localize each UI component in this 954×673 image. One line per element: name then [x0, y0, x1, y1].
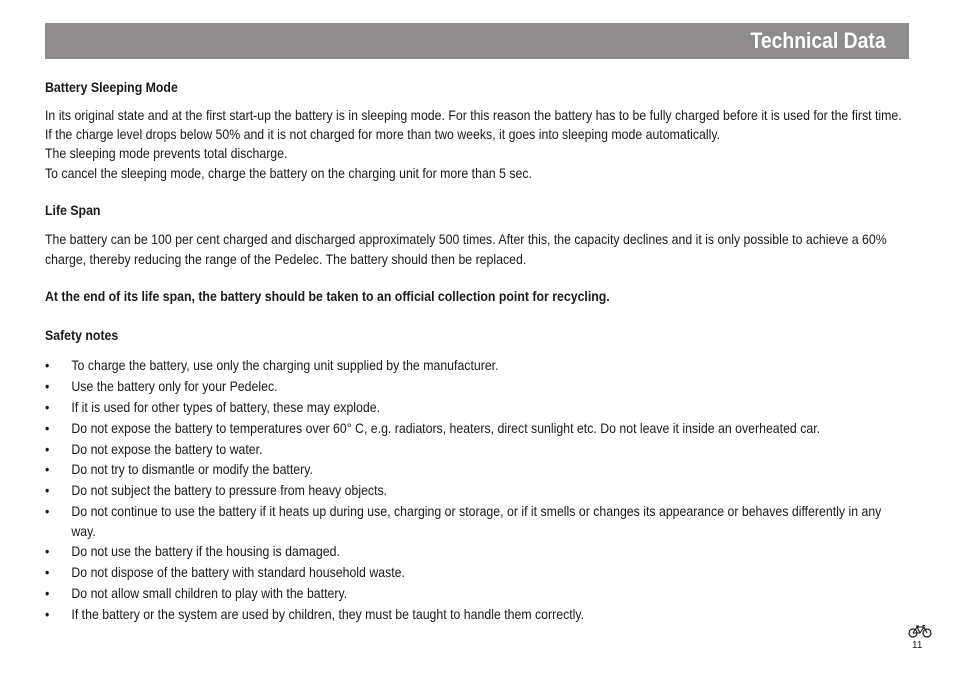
bullet-point: • [45, 461, 50, 478]
list-item [45, 481, 909, 500]
bullet-point: • [45, 606, 50, 623]
list-item [45, 584, 909, 603]
bullet-point: • [45, 543, 50, 560]
list-item-text: Do not dispose of the battery with standard household waste. [71, 564, 405, 581]
sleeping-line-2: If the charge level drops below 50% and it is not charged for more than two weeks, it goes into sleeping mode automatically. [45, 126, 721, 143]
bullet-point: • [45, 585, 50, 602]
bullet-point: • [45, 440, 50, 457]
list-item-text: Do not use the battery if the housing is damaged. [71, 543, 340, 560]
list-item-text: Do not allow small children to play with the battery. [71, 585, 348, 602]
list-item [45, 502, 909, 541]
sleeping-line-4: To cancel the sleeping mode, charge the battery on the charging unit for more than 5 sec. [45, 164, 532, 181]
list-item-text: To charge the battery, use only the charging unit supplied by the manufacturer. [71, 356, 499, 373]
section-heading-life-span: Life Span [45, 202, 101, 219]
list-item [45, 440, 909, 459]
sleeping-line-3: The sleeping mode prevents total discharge. [45, 145, 288, 162]
list-item-text: Do not subject the battery to pressure from heavy objects. [71, 482, 388, 499]
list-item-text: Do not continue to use the battery if it heats up during use, charging or storage, or if it smells or changes its appearance or behaves differently in any way. [71, 503, 882, 539]
list-item [45, 542, 909, 561]
main-content [45, 78, 909, 626]
sleeping-mode-text [45, 106, 909, 183]
bullet-point: • [45, 564, 50, 581]
list-item-text: If the battery or the system are used by children, they must be taught to handle them correctly. [71, 606, 585, 623]
list-item-text: Do not expose the battery to temperatures over 60° C, e.g. radiators, heaters, direct sunlight etc. Do not leave it inside an overheated car. [71, 419, 821, 436]
safety-notes-list [45, 356, 909, 624]
recycling-note: At the end of its life span, the battery should be taken to an official collection point for recycling. [45, 288, 610, 305]
bullet-point: • [45, 356, 50, 373]
list-item-text: Do not try to dismantle or modify the battery. [71, 461, 313, 478]
life-span-text: The battery can be 100 per cent charged and discharged approximately 500 times. After this, the capacity declines and it is only possible to achieve a 60% charge, thereby reducing the range of the Pedelec. The battery should then be replaced. [45, 231, 887, 267]
list-item-text: Use the battery only for your Pedelec. [71, 377, 278, 394]
bullet-point: • [45, 398, 50, 415]
list-item-text: Do not expose the battery to water. [71, 440, 263, 457]
list-item [45, 460, 909, 479]
section-heading-sleeping-mode: Battery Sleeping Mode [45, 79, 178, 95]
list-item [45, 419, 909, 438]
list-item [45, 377, 909, 396]
header-bar [45, 23, 909, 59]
page-number: 11 [912, 640, 923, 651]
page-title: Technical Data [750, 28, 886, 53]
bullet-point: • [45, 419, 50, 436]
list-item [45, 398, 909, 417]
list-item [45, 605, 909, 624]
bicycle-icon [908, 624, 932, 638]
list-item-text: If it is used for other types of battery, these may explode. [71, 398, 381, 415]
content-column [45, 78, 909, 624]
sleeping-line-1: In its original state and at the first start-up the battery is in sleeping mode. For this reason the battery has to be fully charged before it is used for the first time. [45, 106, 902, 123]
bullet-point: • [45, 503, 50, 520]
section-heading-safety-notes: Safety notes [45, 327, 119, 344]
list-item [45, 356, 909, 375]
bullet-point: • [45, 377, 50, 394]
list-item [45, 563, 909, 582]
bullet-point: • [45, 482, 50, 499]
